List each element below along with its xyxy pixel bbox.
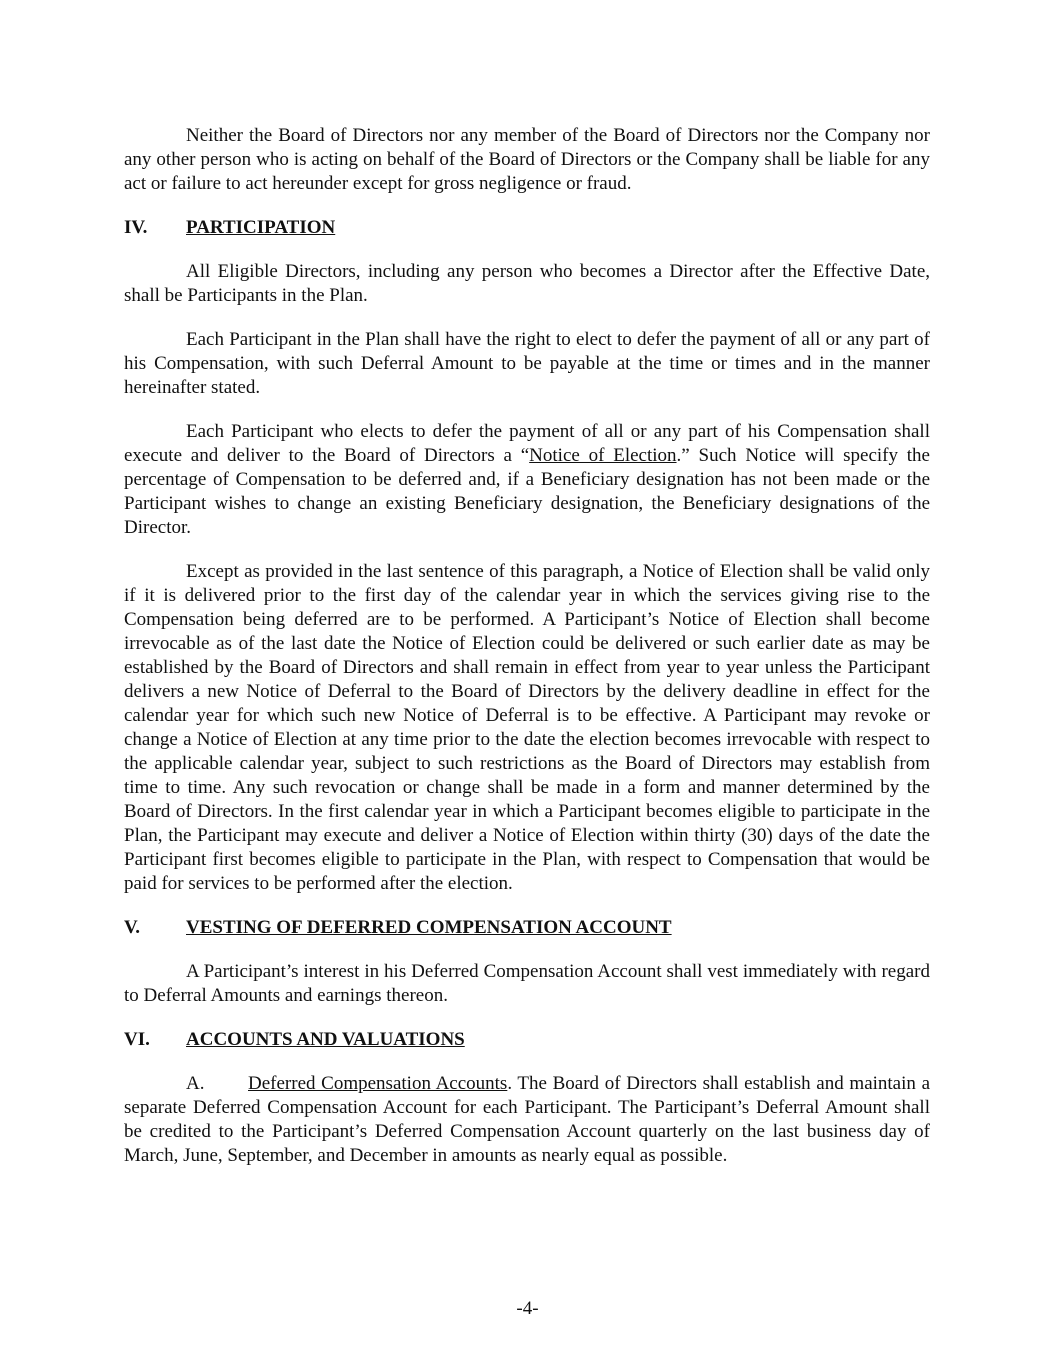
paragraph-liability: Neither the Board of Directors nor any member of the Board of Directors nor the Company nor any other person who is acting on behalf of the Board of Directors or the Company shall be liable for any act or failure to act hereunder except for gross negligence or fraud. [124,125,930,194]
subsection-number: A. [186,1073,205,1094]
section-title: VESTING OF DEFERRED COMPENSATION ACCOUNT [186,917,672,938]
section-heading-vi [124,1028,930,1052]
paragraph-notice-of-election [124,420,930,540]
subsection-title: Deferred Compensation Accounts [248,1073,508,1094]
notice-of-election-term: Notice of Election [529,445,677,466]
section-number: IV. [124,217,148,238]
paragraph-text: . The Board of Directors shall establish and maintain a separate Deferred Compensation Account for each Participant. The Participant’s Deferral Amount shall be credited to the Participant’s Deferred Compensation Account quarterly on the last business day of March, June, September, and December in amounts as nearly equal as possible. [124,1073,930,1166]
paragraph-text: .” Such Notice will specify the percentage of Compensation to be deferred and, if a Beneficiary designation has not been made or the Participant wishes to change an existing Beneficiary designation, the Beneficiary designations of the Director. [124,445,930,538]
paragraph-eligible-directors: All Eligible Directors, including any person who becomes a Director after the Effective Date, shall be Participants in the Plan. [124,261,930,306]
paragraph-right-to-elect: Each Participant in the Plan shall have the right to elect to defer the payment of all or any part of his Compensation, with such Deferral Amount to be payable at the time or times and in the manner hereinafter stated. [124,329,930,398]
section-number: V. [124,917,141,938]
paragraph-validity: Except as provided in the last sentence of this paragraph, a Notice of Election shall be valid only if it is delivered prior to the first day of the calendar year in which the services giving rise to the Compensation being deferred are to be performed. A Participant’s Notice of Election shall become irrevocable as of the last date the Notice of Election could be delivered or such earlier date as may be established by the Board of Directors and shall remain in effect from year to year unless the Participant delivers a new Notice of Deferral to the Board of Directors by the delivery deadline in effect for the calendar year for which such new Notice of Deferral is to be effective. A Participant may revoke or change a Notice of Election at any time prior to the date the election becomes irrevocable with respect to the applicable calendar year, subject to such restrictions as the Board of Directors may establish from time to time. Any such revocation or change shall be made in a form and manner determined by the Board of Directors. In the first calendar year in which a Participant becomes eligible to participate in the Plan, the Participant may execute and deliver a Notice of Election within thirty (30) days of the date the Participant first becomes eligible to participate in the Plan, with respect to Compensation that would be paid for services to be performed after the election. [124,561,930,894]
section-title: PARTICIPATION [186,217,336,238]
paragraph-deferred-accounts [124,1072,930,1168]
section-heading-iv [124,216,930,240]
paragraph-text: Each Participant who elects to defer the payment of all or any part of his Compensation shall execute and deliver to the Board of Directors a “ [124,421,930,466]
section-heading-v [124,916,930,940]
section-number: VI. [124,1029,150,1050]
paragraph-vesting: A Participant’s interest in his Deferred Compensation Account shall vest immediately with regard to Deferral Amounts and earnings thereon. [124,961,930,1006]
page-number: -4- [516,1298,539,1319]
document-page [124,124,930,1168]
section-title: ACCOUNTS AND VALUATIONS [186,1029,465,1050]
